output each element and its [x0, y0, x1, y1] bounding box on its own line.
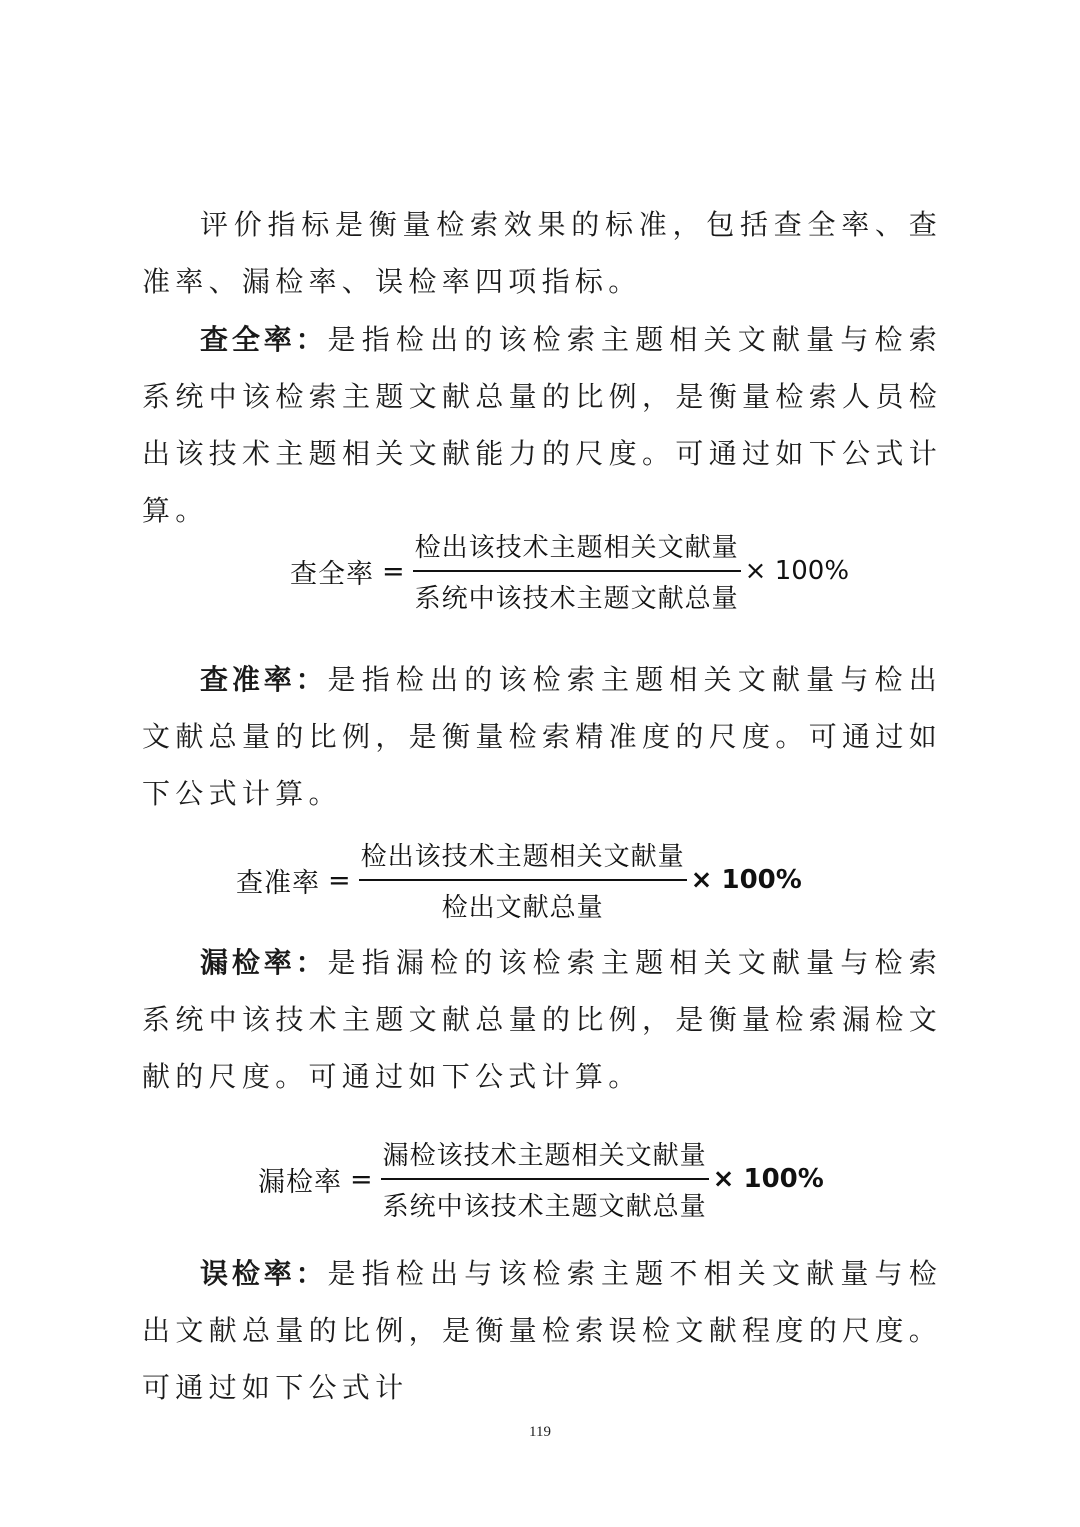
precision-formula-fraction: [359, 836, 687, 924]
miss-rate-formula-fraction: [381, 1135, 709, 1223]
recall-formula-numerator: 检出该技术主题相关文献量: [414, 533, 739, 563]
recall-definition: 是指检出的该检索主题相关文献量与检索系统中该检索主题文献总量的比例，是衡量检索人员检出该技术主题相关文献能力的尺度。可通过如下公式计算。: [142, 323, 942, 527]
miss-rate-formula: [258, 1135, 824, 1223]
recall-formula-equals: =: [382, 555, 405, 587]
false-rate-definition: 是指检出与该检索主题不相关文献量与检出文献总量的比例，是衡量检索误检文献程度的尺度。可通过如下公式计: [142, 1257, 942, 1404]
precision-formula-equals: =: [328, 864, 351, 896]
miss-rate-paragraph: [142, 934, 942, 1105]
miss-rate-formula-denominator: 系统中该技术主题文献总量: [382, 1192, 707, 1222]
recall-paragraph: [142, 311, 942, 539]
recall-term: 查全率：: [200, 323, 328, 356]
precision-formula-denominator: 检出文献总量: [441, 893, 604, 923]
false-rate-term: 误检率：: [200, 1257, 328, 1290]
precision-paragraph: [142, 651, 942, 822]
miss-rate-formula-numerator: 漏检该技术主题相关文献量: [382, 1141, 707, 1171]
miss-rate-term: 漏检率：: [200, 946, 328, 979]
recall-formula-multiplier: × 100%: [744, 556, 850, 586]
intro-paragraph: [142, 196, 942, 310]
page-number: 119: [529, 1424, 551, 1440]
intro-text: 评价指标是衡量检索效果的标准，包括查全率、查准率、漏检率、误检率四项指标。: [142, 208, 942, 298]
precision-formula-numerator: 检出该技术主题相关文献量: [360, 842, 685, 872]
recall-formula-fraction: [413, 527, 741, 615]
recall-formula: [290, 527, 849, 615]
miss-rate-formula-lhs: 漏检率: [258, 1166, 342, 1198]
miss-rate-formula-multiplier: × 100%: [712, 1164, 824, 1194]
precision-term: 查准率：: [200, 663, 328, 696]
false-rate-paragraph: [142, 1245, 942, 1416]
miss-rate-formula-equals: =: [350, 1163, 373, 1195]
precision-formula-multiplier: × 100%: [690, 865, 802, 895]
precision-formula: [236, 836, 802, 924]
miss-rate-definition: 是指漏检的该检索主题相关文献量与检索系统中该技术主题文献总量的比例，是衡量检索漏检文献的尺度。可通过如下公式计算。: [142, 946, 942, 1093]
precision-definition: 是指检出的该检索主题相关文献量与检出文献总量的比例，是衡量检索精准度的尺度。可通过如下公式计算。: [142, 663, 942, 810]
precision-formula-lhs: 查准率: [236, 867, 320, 899]
recall-formula-lhs: 查全率: [290, 558, 374, 590]
recall-formula-denominator: 系统中该技术主题文献总量: [414, 584, 739, 614]
